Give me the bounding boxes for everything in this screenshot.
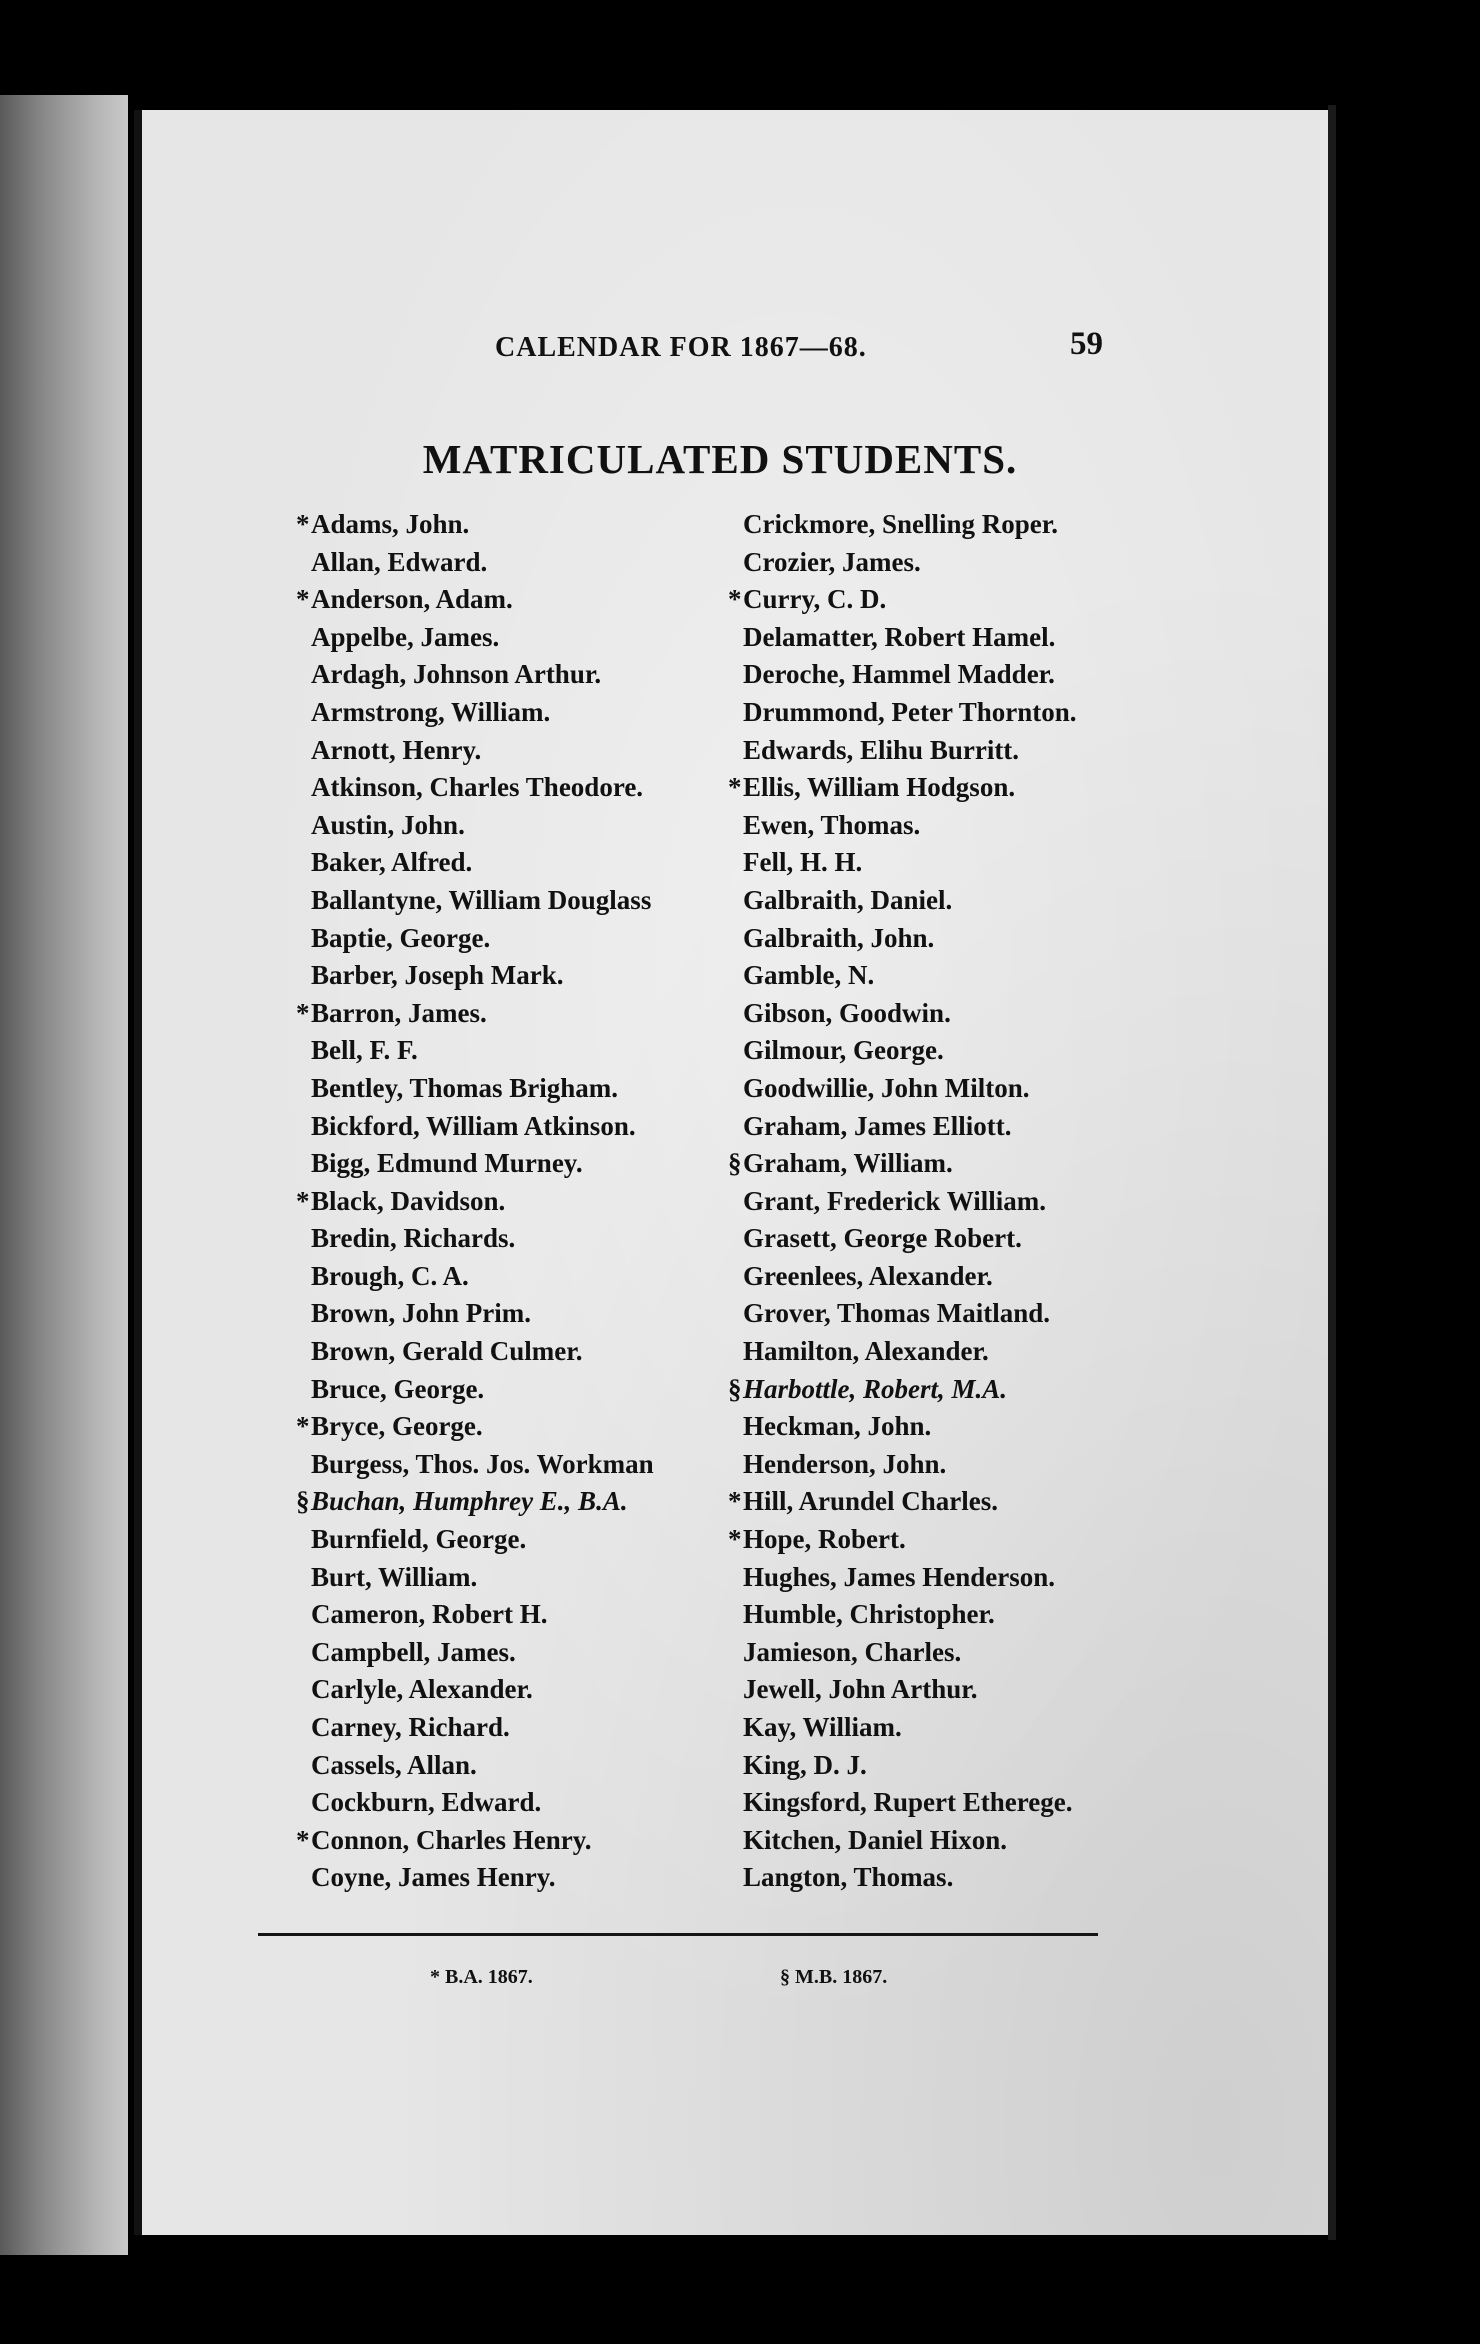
student-entry: [728, 1070, 1128, 1108]
degree-mark: §: [728, 1148, 742, 1179]
student-entry: [728, 1671, 1128, 1709]
student-entry: [296, 1408, 716, 1446]
student-entry: [296, 1634, 716, 1672]
student-entry: [728, 544, 1128, 582]
student-name: Kingsford, Rupert Etherege.: [743, 1787, 1073, 1818]
student-entry: [728, 1596, 1128, 1634]
student-entry: [728, 1446, 1128, 1484]
student-name: Austin, John.: [311, 809, 465, 840]
student-name: Harbottle, Robert, M.A.: [743, 1373, 1008, 1404]
student-name: Kay, William.: [743, 1712, 902, 1742]
student-name: Jewell, John Arthur.: [743, 1674, 978, 1705]
student-entry: [728, 1371, 1128, 1409]
student-name: Atkinson, Charles Theodore.: [311, 772, 644, 803]
student-entry: [296, 581, 716, 619]
student-name: Drummond, Peter Thornton.: [743, 696, 1077, 727]
student-name: Barber, Joseph Mark.: [311, 960, 564, 991]
adjacent-page-edge: [0, 95, 128, 2255]
degree-mark: *: [296, 1185, 310, 1216]
student-name: Hope, Robert.: [743, 1524, 906, 1555]
degree-mark: *: [728, 584, 742, 615]
student-entry: [728, 732, 1128, 770]
student-entry: [728, 1258, 1128, 1296]
student-name: Allan, Edward.: [311, 546, 488, 577]
student-name: Kitchen, Daniel Hixon.: [743, 1824, 1008, 1855]
student-entry: [728, 1559, 1128, 1597]
student-entry: [296, 1784, 716, 1822]
student-entry: [296, 995, 716, 1033]
degree-mark: *: [296, 509, 310, 539]
student-entry: [296, 656, 716, 694]
student-name: Galbraith, Daniel.: [743, 884, 953, 915]
student-entry: [296, 882, 716, 920]
student-entry: [296, 1483, 716, 1521]
student-name: Crozier, James.: [743, 546, 921, 577]
student-entry: [296, 1371, 716, 1409]
student-entry: [728, 1709, 1128, 1747]
student-entry: [728, 882, 1128, 920]
student-name: Bruce, George.: [311, 1373, 485, 1404]
student-name: Langton, Thomas.: [743, 1862, 954, 1893]
student-entry: [296, 1859, 716, 1897]
student-entry: [296, 1145, 716, 1183]
running-head-title: CALENDAR FOR 1867—68.: [495, 332, 867, 363]
student-name: Bigg, Edmund Murney.: [311, 1148, 583, 1179]
student-name: Burt, William.: [311, 1561, 478, 1592]
student-name: Buchan, Humphrey E., B.A.: [311, 1486, 628, 1517]
student-name: Heckman, John.: [743, 1411, 932, 1442]
student-entry: [728, 1108, 1128, 1146]
student-name: Carlyle, Alexander.: [311, 1674, 533, 1705]
student-name: Grasett, George Robert.: [743, 1223, 1022, 1254]
student-entry: [296, 1671, 716, 1709]
student-name: Brough, C. A.: [311, 1260, 469, 1291]
student-entry: [728, 957, 1128, 995]
student-name: Cameron, Robert H.: [311, 1599, 548, 1630]
student-name: Campbell, James.: [311, 1636, 516, 1667]
student-entry: [296, 694, 716, 732]
section-heading: MATRICULATED STUDENTS.: [422, 436, 1018, 482]
student-entry: [728, 1822, 1128, 1860]
degree-mark: *: [728, 772, 742, 803]
student-entry: [296, 1822, 716, 1860]
student-name: Carney, Richard.: [311, 1712, 510, 1742]
student-entry: [296, 920, 716, 958]
student-entry: [296, 506, 716, 544]
degree-mark: *: [728, 1524, 742, 1555]
student-entry: [728, 769, 1128, 807]
student-name: Grover, Thomas Maitland.: [743, 1298, 1051, 1329]
student-entry: [296, 1220, 716, 1258]
student-name: Brown, John Prim.: [311, 1298, 532, 1329]
student-entry: [296, 1559, 716, 1597]
student-name: Hughes, James Henderson.: [743, 1561, 1056, 1592]
degree-mark: *: [296, 1824, 310, 1855]
student-entry: [296, 619, 716, 657]
student-name: Grant, Frederick William.: [743, 1185, 1046, 1216]
student-entry: [728, 619, 1128, 657]
right-name-column: [728, 506, 1128, 1897]
student-name: Galbraith, John.: [743, 922, 935, 953]
page-number: 59: [1070, 326, 1103, 362]
student-name: Adams, John.: [311, 509, 470, 539]
degree-mark: §: [728, 1373, 742, 1404]
student-entry: [296, 807, 716, 845]
student-name: Jamieson, Charles.: [743, 1636, 962, 1667]
student-name: Bentley, Thomas Brigham.: [311, 1072, 619, 1103]
student-entry: [296, 957, 716, 995]
student-name: Graham, James Elliott.: [743, 1110, 1012, 1141]
student-name: Burgess, Thos. Jos. Workman: [311, 1448, 654, 1479]
student-entry: [728, 1333, 1128, 1371]
student-name: Ellis, William Hodgson.: [743, 772, 1016, 803]
page-gutter-shadow: [1328, 105, 1336, 2240]
student-name: Baptie, George.: [311, 922, 491, 953]
student-name: Goodwillie, John Milton.: [743, 1072, 1030, 1103]
student-entry: [296, 544, 716, 582]
student-entry: [728, 1220, 1128, 1258]
student-name: Ballantyne, William Douglass: [311, 884, 652, 915]
student-entry: [296, 1333, 716, 1371]
student-name: Hamilton, Alexander.: [743, 1336, 989, 1367]
student-name: Cockburn, Edward.: [311, 1787, 542, 1818]
student-name: Arnott, Henry.: [311, 734, 482, 765]
student-entry: [296, 1596, 716, 1634]
student-entry: [728, 1408, 1128, 1446]
student-name: Brown, Gerald Culmer.: [311, 1336, 583, 1367]
student-name: Humble, Christopher.: [743, 1599, 995, 1630]
student-name: Appelbe, James.: [311, 621, 500, 652]
student-name: Baker, Alfred.: [311, 847, 473, 878]
student-entry: [728, 1521, 1128, 1559]
student-name: Connon, Charles Henry.: [311, 1824, 592, 1855]
student-entry: [296, 1108, 716, 1146]
student-name: Gilmour, George.: [743, 1035, 944, 1066]
student-name: Bell, F. F.: [311, 1035, 418, 1066]
student-entry: [728, 1483, 1128, 1521]
student-entry: [296, 1446, 716, 1484]
footnote-mb: § M.B. 1867.: [780, 1966, 888, 1988]
student-entry: [296, 1070, 716, 1108]
student-entry: [296, 1032, 716, 1070]
student-entry: [728, 995, 1128, 1033]
student-name: Bredin, Richards.: [311, 1223, 516, 1254]
student-entry: [296, 1183, 716, 1221]
left-name-column: [296, 506, 716, 1897]
student-entry: [728, 1859, 1128, 1897]
student-name: Delamatter, Robert Hamel.: [743, 621, 1056, 652]
student-entry: [296, 1521, 716, 1559]
student-name: Graham, William.: [743, 1148, 953, 1179]
footnote-rule: [258, 1933, 1098, 1936]
student-entry: [728, 844, 1128, 882]
student-entry: [728, 920, 1128, 958]
student-entry: [296, 1747, 716, 1785]
student-name: Fell, H. H.: [743, 847, 863, 878]
student-name: Greenlees, Alexander.: [743, 1260, 993, 1291]
student-entry: [728, 807, 1128, 845]
student-name: Gibson, Goodwin.: [743, 997, 951, 1028]
student-entry: [728, 581, 1128, 619]
student-entry: [296, 1295, 716, 1333]
student-name: Edwards, Elihu Burritt.: [743, 734, 1020, 765]
student-name: Bryce, George.: [311, 1411, 483, 1442]
student-entry: [728, 1634, 1128, 1672]
student-name: Ardagh, Johnson Arthur.: [311, 659, 602, 690]
student-entry: [296, 1258, 716, 1296]
degree-mark: *: [296, 997, 310, 1028]
student-name: Henderson, John.: [743, 1448, 947, 1479]
student-entry: [728, 694, 1128, 732]
degree-mark: *: [296, 584, 310, 615]
student-entry: [728, 1032, 1128, 1070]
student-name: Curry, C. D.: [743, 584, 887, 615]
student-entry: [296, 732, 716, 770]
student-name: Black, Davidson.: [311, 1185, 506, 1216]
student-name: Deroche, Hammel Madder.: [743, 659, 1055, 690]
student-name: Gamble, N.: [743, 960, 875, 991]
student-name: Ewen, Thomas.: [743, 809, 921, 840]
footnote-ba: * B.A. 1867.: [430, 1966, 533, 1988]
degree-mark: *: [296, 1411, 310, 1442]
student-name: Armstrong, William.: [311, 696, 551, 727]
student-name: Crickmore, Snelling Roper.: [743, 509, 1058, 539]
student-name: Anderson, Adam.: [311, 584, 513, 615]
student-entry: [728, 1145, 1128, 1183]
student-name: King, D. J.: [743, 1749, 867, 1780]
student-entry: [728, 656, 1128, 694]
student-name: Coyne, James Henry.: [311, 1862, 556, 1893]
student-entry: [296, 844, 716, 882]
student-entry: [728, 1784, 1128, 1822]
degree-mark: §: [296, 1486, 310, 1517]
student-name: Burnfield, George.: [311, 1524, 527, 1555]
student-name: Bickford, William Atkinson.: [311, 1110, 636, 1141]
student-name: Hill, Arundel Charles.: [743, 1486, 999, 1517]
degree-mark: *: [728, 1486, 742, 1517]
student-name: Cassels, Allan.: [311, 1749, 477, 1780]
student-entry: [296, 769, 716, 807]
student-entry: [728, 1747, 1128, 1785]
student-entry: [728, 1295, 1128, 1333]
student-entry: [296, 1709, 716, 1747]
student-entry: [728, 1183, 1128, 1221]
student-name: Barron, James.: [311, 997, 487, 1028]
running-head: [0, 326, 1480, 372]
student-entry: [728, 506, 1128, 544]
